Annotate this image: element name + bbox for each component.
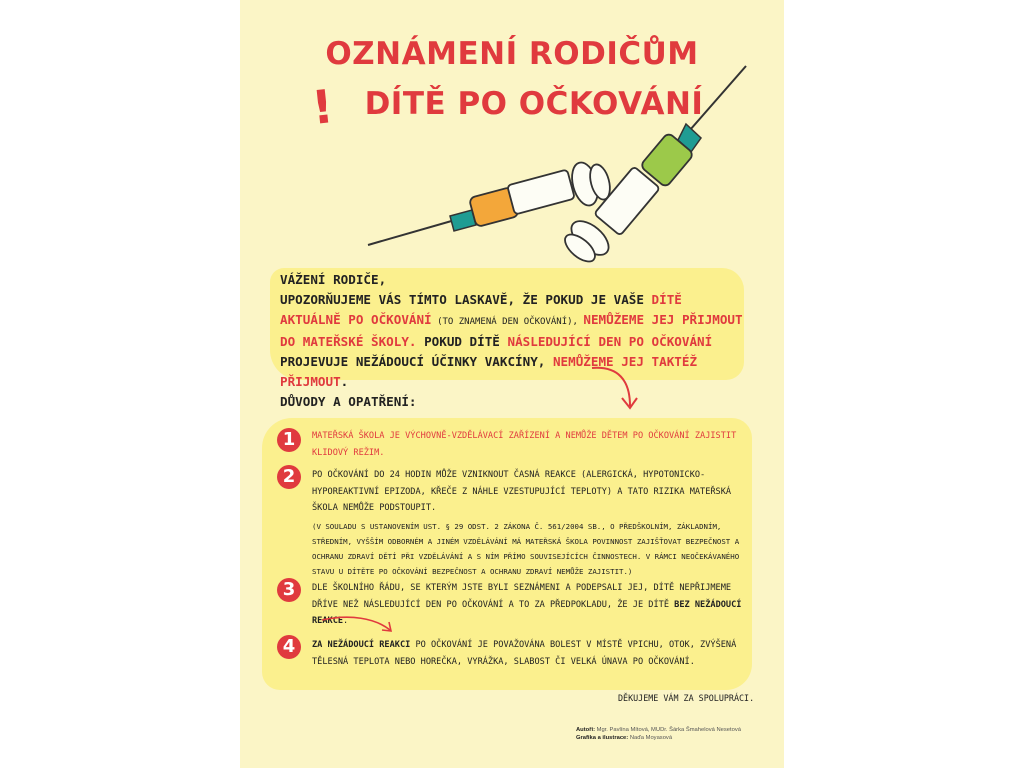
credits [576, 726, 741, 742]
number-badge-2: 2 [277, 465, 301, 489]
number-badge-4: 4 [277, 635, 301, 659]
intro-p2b: PROJEVUJE NEŽÁDOUCÍ ÚČINKY VAKCÍNY, [280, 354, 553, 369]
reason-4-text: PO OČKOVÁNÍ JE POVAŽOVÁNA BOLEST V MÍSTĚ VPICHU, OTOK, ZVÝŠENÁ TĚLESNÁ TEPLOTA NEBO HOREČKA, VYRÁŽKA, SLABOST ČI VELKÁ ÚNAVA PO OČKOVÁNÍ. [312, 640, 737, 667]
reason-4 [312, 637, 744, 670]
intro-p1-red2: NEMŮŽEME JEJ PŘIJMOUT DO MATEŘSKÉ ŠKOLY. [280, 312, 743, 349]
credits-author: Mgr. Pavlína Mítová, MUDr. Šárka Šmahelová Nesetová [595, 727, 741, 733]
intro-p1: UPOZORŇUJEME VÁS TÍMTO LASKAVĚ, ŽE POKUD JE VAŠE [280, 292, 652, 307]
intro-p1-small: (TO ZNAMENÁ DEN OČKOVÁNÍ), [431, 317, 584, 327]
credits-art-label: Grafika a ilustrace: [576, 735, 629, 741]
arrow-small-icon [320, 614, 400, 638]
credits-art [576, 734, 741, 742]
arrow-curved-icon [588, 362, 648, 414]
intro-p2: POKUD DÍTĚ [416, 334, 508, 349]
credits-authors [576, 726, 741, 734]
reason-2-text: PO OČKOVÁNÍ DO 24 HODIN MŮŽE VZNIKNOUT ČASNÁ REAKCE (ALERGICKÁ, HYPOTONICKO-HYPOREAKTIVNÍ EPIZODA, KŘEČE Z NÁHLE VZESTUPUJÍCÍ TEPLOTY) A TATO RIZIKA MATEŘSKÁ ŠKOLA NEMŮŽE PODSTOUPIT. [312, 470, 732, 513]
reason-2 [312, 467, 744, 579]
title-line-1: OZNÁMENÍ RODIČŮM [325, 36, 699, 72]
reason-3-end: . [343, 616, 349, 626]
thanks-text: DĚKUJEME VÁM ZA SPOLUPRÁCI. [618, 693, 755, 703]
reasons-heading: DŮVODY A OPATŘENÍ: [280, 394, 417, 409]
intro-p1-red: DÍTĚ AKTUÁLNĚ PO OČKOVÁNÍ [280, 292, 682, 327]
number-badge-3: 3 [277, 578, 301, 602]
intro-p2-red: NÁSLEDUJÍCÍ DEN PO OČKOVÁNÍ [507, 334, 713, 349]
reason-3-bold: BEZ NEŽÁDOUCÍ REAKCE [312, 599, 742, 626]
reason-4-bold: ZA NEŽÁDOUCÍ REAKCI [312, 640, 411, 650]
syringes-illustration [360, 60, 760, 270]
intro-p2-red2: NEMŮŽEME JEJ TAKTÉŽ PŘIJMOUT [280, 354, 698, 389]
intro-text [280, 270, 750, 392]
reason-2-note: (V SOULADU S USTANOVENÍM UST. § 29 ODST. 2 ZÁKONA Č. 561/2004 SB., O PŘEDŠKOLNÍM, ZÁKLADNÍM, STŘEDNÍM, VYŠŠÍM ODBORNÉM A JINÉM VZDĚLÁVÁNÍ MÁ MATEŘSKÁ ŠKOLA POVINNOST ZAJIŠŤOVAT BEZPEČNOST A OCHRANU ZDRAVÍ DĚTÍ PŘI VZDĚLÁVÁNÍ A S NÍM PŘÍMO SOUVISEJÍCÍCH ČINNOSTECH. V RÁMCI NEOČEKÁVANÉHO STAVU U DÍTĚTE PO OČKOVÁNÍ BEZPEČNOST A OCHRANU ZDRAVÍ NEMŮŽE ZAJISTIT.) [312, 521, 740, 576]
number-badge-1: 1 [277, 428, 301, 452]
exclamation-icon: ! [309, 79, 336, 135]
intro-paragraph [280, 290, 750, 392]
title-line-2: DÍTĚ PO OČKOVÁNÍ [364, 86, 704, 122]
intro-p2-end: . [340, 374, 349, 389]
reason-1: MATEŘSKÁ ŠKOLA JE VÝCHOVNĚ-VZDĚLÁVACÍ ZAŘÍZENÍ A NEMŮŽE DĚTEM PO OČKOVÁNÍ ZAJISTIT KLIDOVÝ REŽIM. [312, 431, 737, 458]
credits-author-label: Autoři: [576, 727, 595, 733]
salutation: VÁŽENÍ RODIČE, [280, 272, 387, 287]
poster [240, 0, 784, 768]
credits-art-name: Naďa Moyasová [628, 735, 673, 741]
reason-3-text: DLE ŠKOLNÍHO ŘÁDU, SE KTERÝM JSTE BYLI SEZNÁMENI A PODEPSALI JEJ, DÍTĚ NEPŘIJMEME DŘÍVE NEŽ NÁSLEDUJÍCÍ DEN PO OČKOVÁNÍ A TO ZA PŘEDPOKLADU, ŽE JE DÍTĚ [312, 583, 732, 610]
